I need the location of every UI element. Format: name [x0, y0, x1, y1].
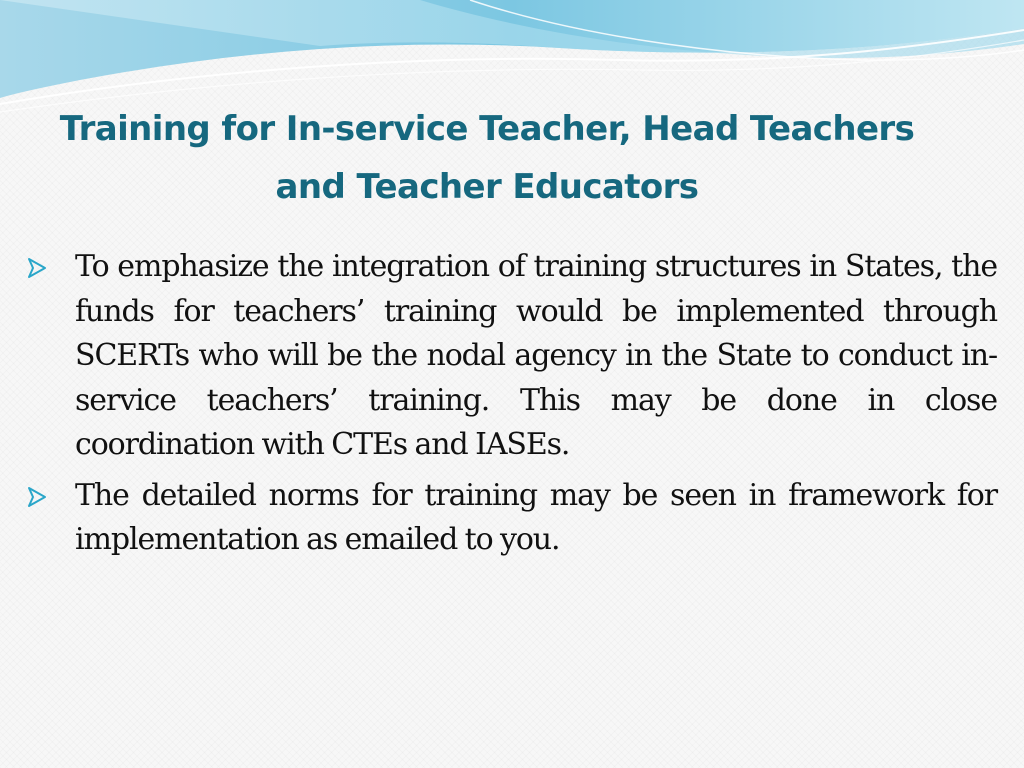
bullet-list	[22, 245, 997, 569]
bullet-item	[22, 474, 997, 563]
arrow-right-icon	[26, 257, 48, 279]
bullet-item	[22, 245, 997, 468]
slide-title-line-2: and Teacher Educators	[275, 167, 699, 207]
slide-title	[0, 100, 974, 216]
slide-title-line-1: Training for In-service Teacher, Head Teachers	[59, 109, 915, 149]
bullet-text: To emphasize the integration of training structures in States, the funds for teachers’ training would be implemented through SCERTs who will be the nodal agency in the State to conduct in-service teachers’ training. This may be done in close coordination with CTEs and IASEs.	[75, 249, 997, 462]
bullet-text: The detailed norms for training may be seen in framework for implementation as emailed to you.	[75, 477, 997, 557]
arrow-right-icon	[26, 486, 48, 508]
